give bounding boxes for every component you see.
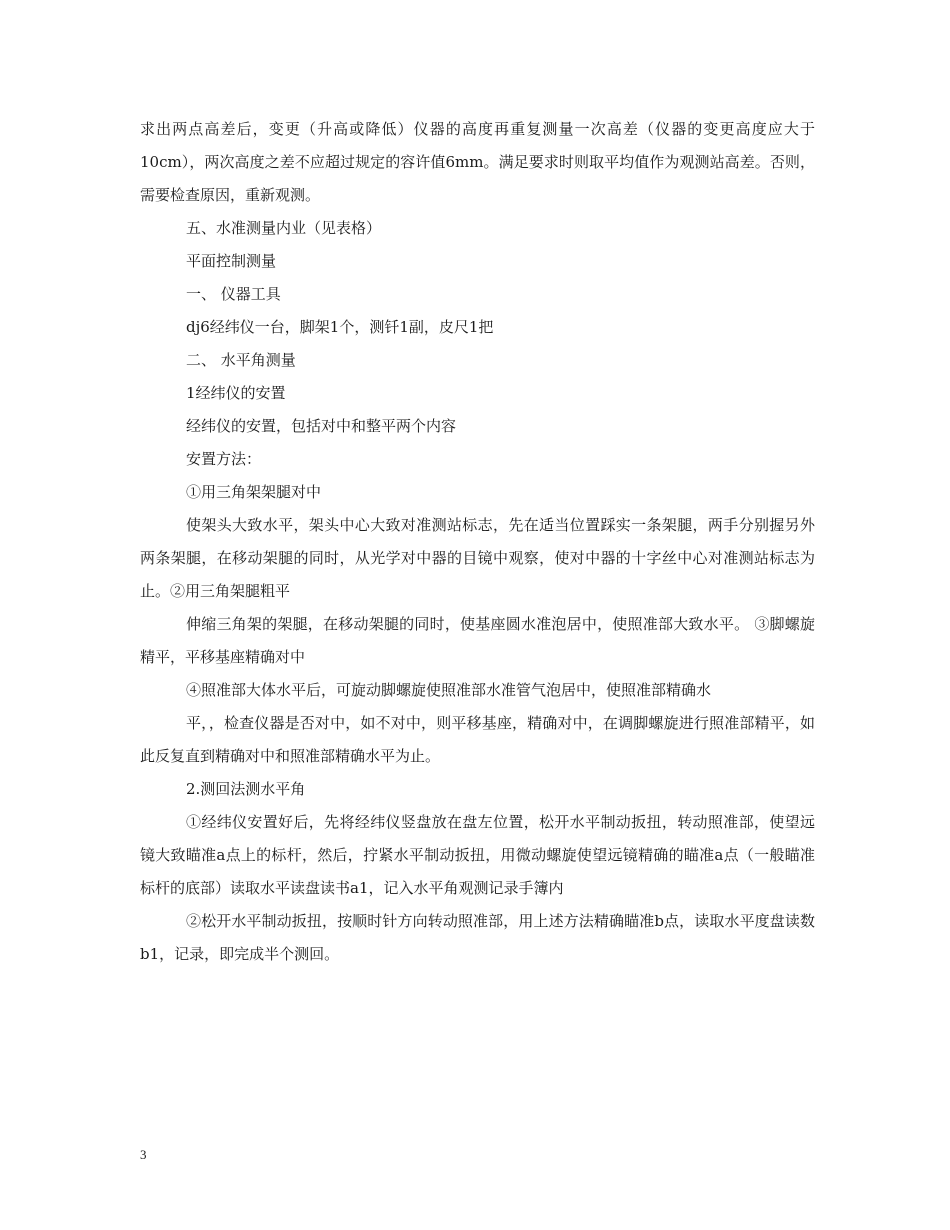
page-number: 3 — [140, 1147, 147, 1162]
subheading-theodolite-setup: 1经纬仪的安置 — [186, 384, 286, 402]
document-body — [140, 113, 815, 971]
paragraph: 使架头大致水平，架头中心大致对准测站标志，先在适当位置踩实一条架腿，两手分别握另外两条架腿，在移动架腿的同时，从光学对中器的目镜中观察，使对中器的十字丝中心对准测站标志为止。②用三角架腿粗平 — [140, 516, 815, 600]
section-heading-horizontal-angle: 二、 水平角测量 — [186, 351, 296, 369]
subheading-method-of-rounds: 2.测回法测水平角 — [186, 780, 306, 798]
paragraph: 安置方法： — [186, 450, 262, 468]
section-heading-leveling-office-work: 五、水准测量内业（见表格） — [186, 219, 382, 237]
paragraph: 经纬仪的安置，包括对中和整平两个内容 — [186, 417, 457, 435]
section-heading-plane-control: 平面控制测量 — [186, 252, 277, 270]
paragraph: 伸缩三角架的架腿，在移动架腿的同时，使基座圆水准泡居中，使照准部大致水平。 ③脚螺旋精平，平移基座精确对中 — [140, 615, 815, 666]
list-item: ②松开水平制动扳扭，按顺时针方向转动照准部，用上述方法精确瞄准b点，读取水平度盘读数b1，记录，即完成半个测回。 — [140, 912, 815, 963]
list-item: ①经纬仪安置好后，先将经纬仪竖盘放在盘左位置，松开水平制动扳扭，转动照准部，使望远镜大致瞄准a点上的标杆，然后，拧紧水平制动扳扭，用微动螺旋使望远镜精确的瞄准a点（一般瞄准标杆的底部）读取水平读盘读书a1，记入水平角观测记录手簿内 — [140, 813, 815, 897]
list-item: ④照准部大体水平后，可旋动脚螺旋使照准部水准管气泡居中，使照准部精确水 — [186, 681, 712, 699]
list-item: ①用三角架架腿对中 — [186, 483, 322, 501]
paragraph: 平，，检查仪器是否对中，如不对中，则平移基座，精确对中，在调脚螺旋进行照准部精平，如此反复直到精确对中和照准部精确水平为止。 — [140, 714, 815, 765]
paragraph: dj6经纬仪一台，脚架1个，测钎1副，皮尺1把 — [186, 318, 494, 336]
section-heading-instruments: 一、 仪器工具 — [186, 285, 281, 303]
paragraph: 求出两点高差后，变更（升高或降低）仪器的高度再重复测量一次高差（仪器的变更高度应大于10cm），两次高度之差不应超过规定的容许值6mm。满足要求时则取平均值作为观测站高差。否则，需要检查原因，重新观测。 — [140, 120, 815, 204]
